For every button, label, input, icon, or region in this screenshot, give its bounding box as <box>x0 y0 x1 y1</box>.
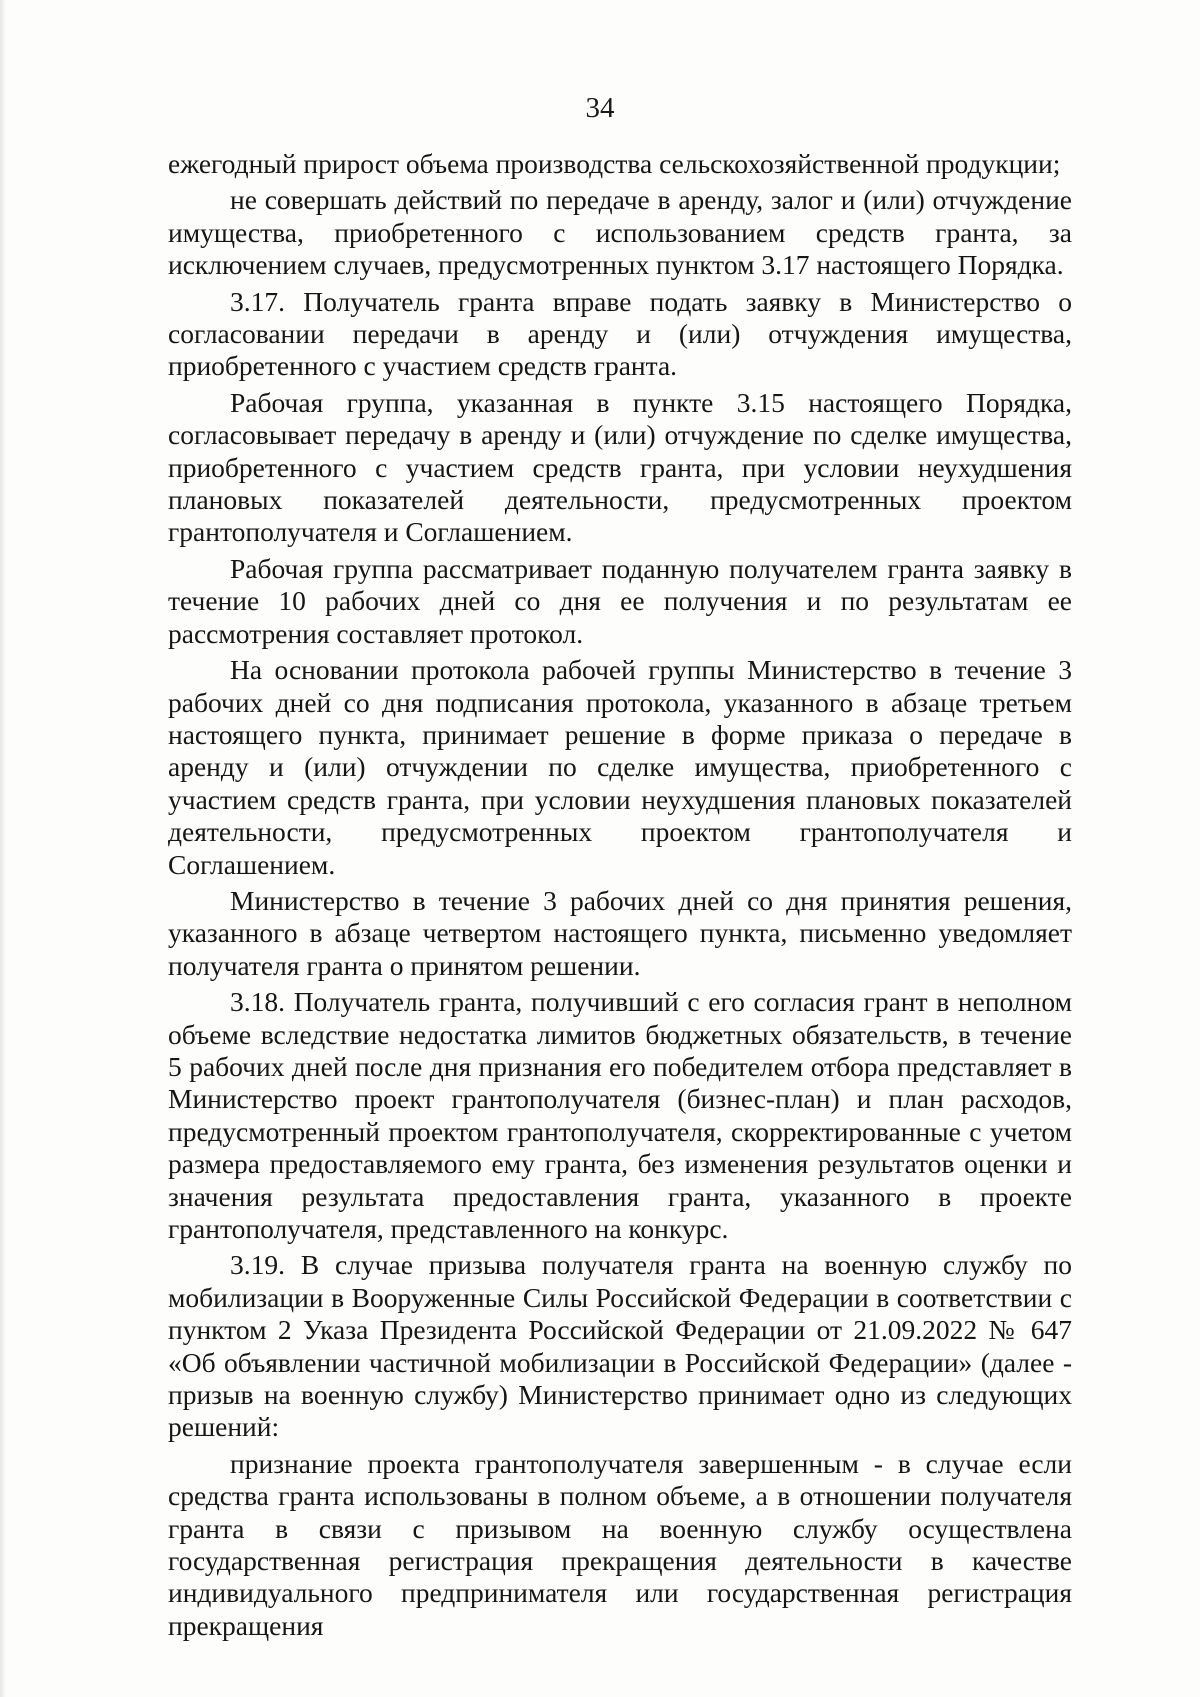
paragraph-10: признание проекта грантополучателя завершенным - в случае если средства гранта использованы в полном объеме, а в отношении получателя гранта в связи с призывом на военную службу осуществлена государственная регистрация прекращения деятельности в качестве индивидуального предпринимателя или государственная регистрация прекращения <box>168 1447 1072 1641</box>
paragraph-1: ежегодный прирост объема производства сельскохозяйственной продукции; <box>168 148 1061 179</box>
paragraph-3-17: 3.17. Получатель гранта вправе подать заявку в Министерство о согласовании передачи в аренду и (или) отчуждения имущества, приобретенного с участием средств гранта. <box>168 285 1072 382</box>
paragraph-6: На основании протокола рабочей группы Министерство в течение 3 рабочих дней со дня подписания протокола, указанного в абзаце третьем настоящего пункта, принимает решение в форме приказа о передаче в аренду и (или) отчуждении по сделке имущества, приобретенного с участием средств гранта, при условии неухудшения плановых показателей деятельности, предусмотренных проектом грантополучателя и Соглашением. <box>168 654 1072 880</box>
paragraph-3-19: 3.19. В случае призыва получателя гранта на военную службу по мобилизации в Вооруженные Силы Российской Федерации в соответствии с пунктом 2 Указа Президента Российской Федерации от 21.09.2022 № 647 «Об объявлении частичной мобилизации в Российской Федерации» (далее - призыв на военную службу) Министерство принимает одно из следующих решений: <box>168 1249 1072 1443</box>
page-number: 34 <box>585 92 615 124</box>
scan-edge-shadow <box>0 0 6 1697</box>
paragraph-2: не совершать действий по передаче в аренду, залог и (или) отчуждение имущества, приобретенного с использованием средств гранта, за исключением случаев, предусмотренных пунктом 3.17 настоящего Порядка. <box>168 184 1072 281</box>
paragraph-7: Министерство в течение 3 рабочих дней со дня принятия решения, указанного в абзаце четвертом настоящего пункта, письменно уведомляет получателя гранта о принятом решении. <box>168 884 1072 981</box>
paragraph-5: Рабочая группа рассматривает поданную получателем гранта заявку в течение 10 рабочих дней со дня ее получения и по результатам ее рассмотрения составляет протокол. <box>168 552 1072 649</box>
paragraph-3-18: 3.18. Получатель гранта, получивший с его согласия грант в неполном объеме вследствие недостатка лимитов бюджетных обязательств, в течение 5 рабочих дней после дня признания его победителем отбора представляет в Министерство проект грантополучателя (бизнес-план) и план расходов, предусмотренный проектом грантополучателя, скорректированные с учетом размера предоставляемого ему гранта, без изменения результатов оценки и значения результата предоставления гранта, указанного в проекте грантополучателя, представленного на конкурс. <box>168 986 1072 1244</box>
document-body <box>168 148 1072 1646</box>
paragraph-4: Рабочая группа, указанная в пункте 3.15 настоящего Порядка, согласовывает передачу в аренду и (или) отчуждение по сделке имущества, приобретенного с участием средств гранта, при условии неухудшения плановых показателей деятельности, предусмотренных проектом грантополучателя и Соглашением. <box>168 386 1072 548</box>
